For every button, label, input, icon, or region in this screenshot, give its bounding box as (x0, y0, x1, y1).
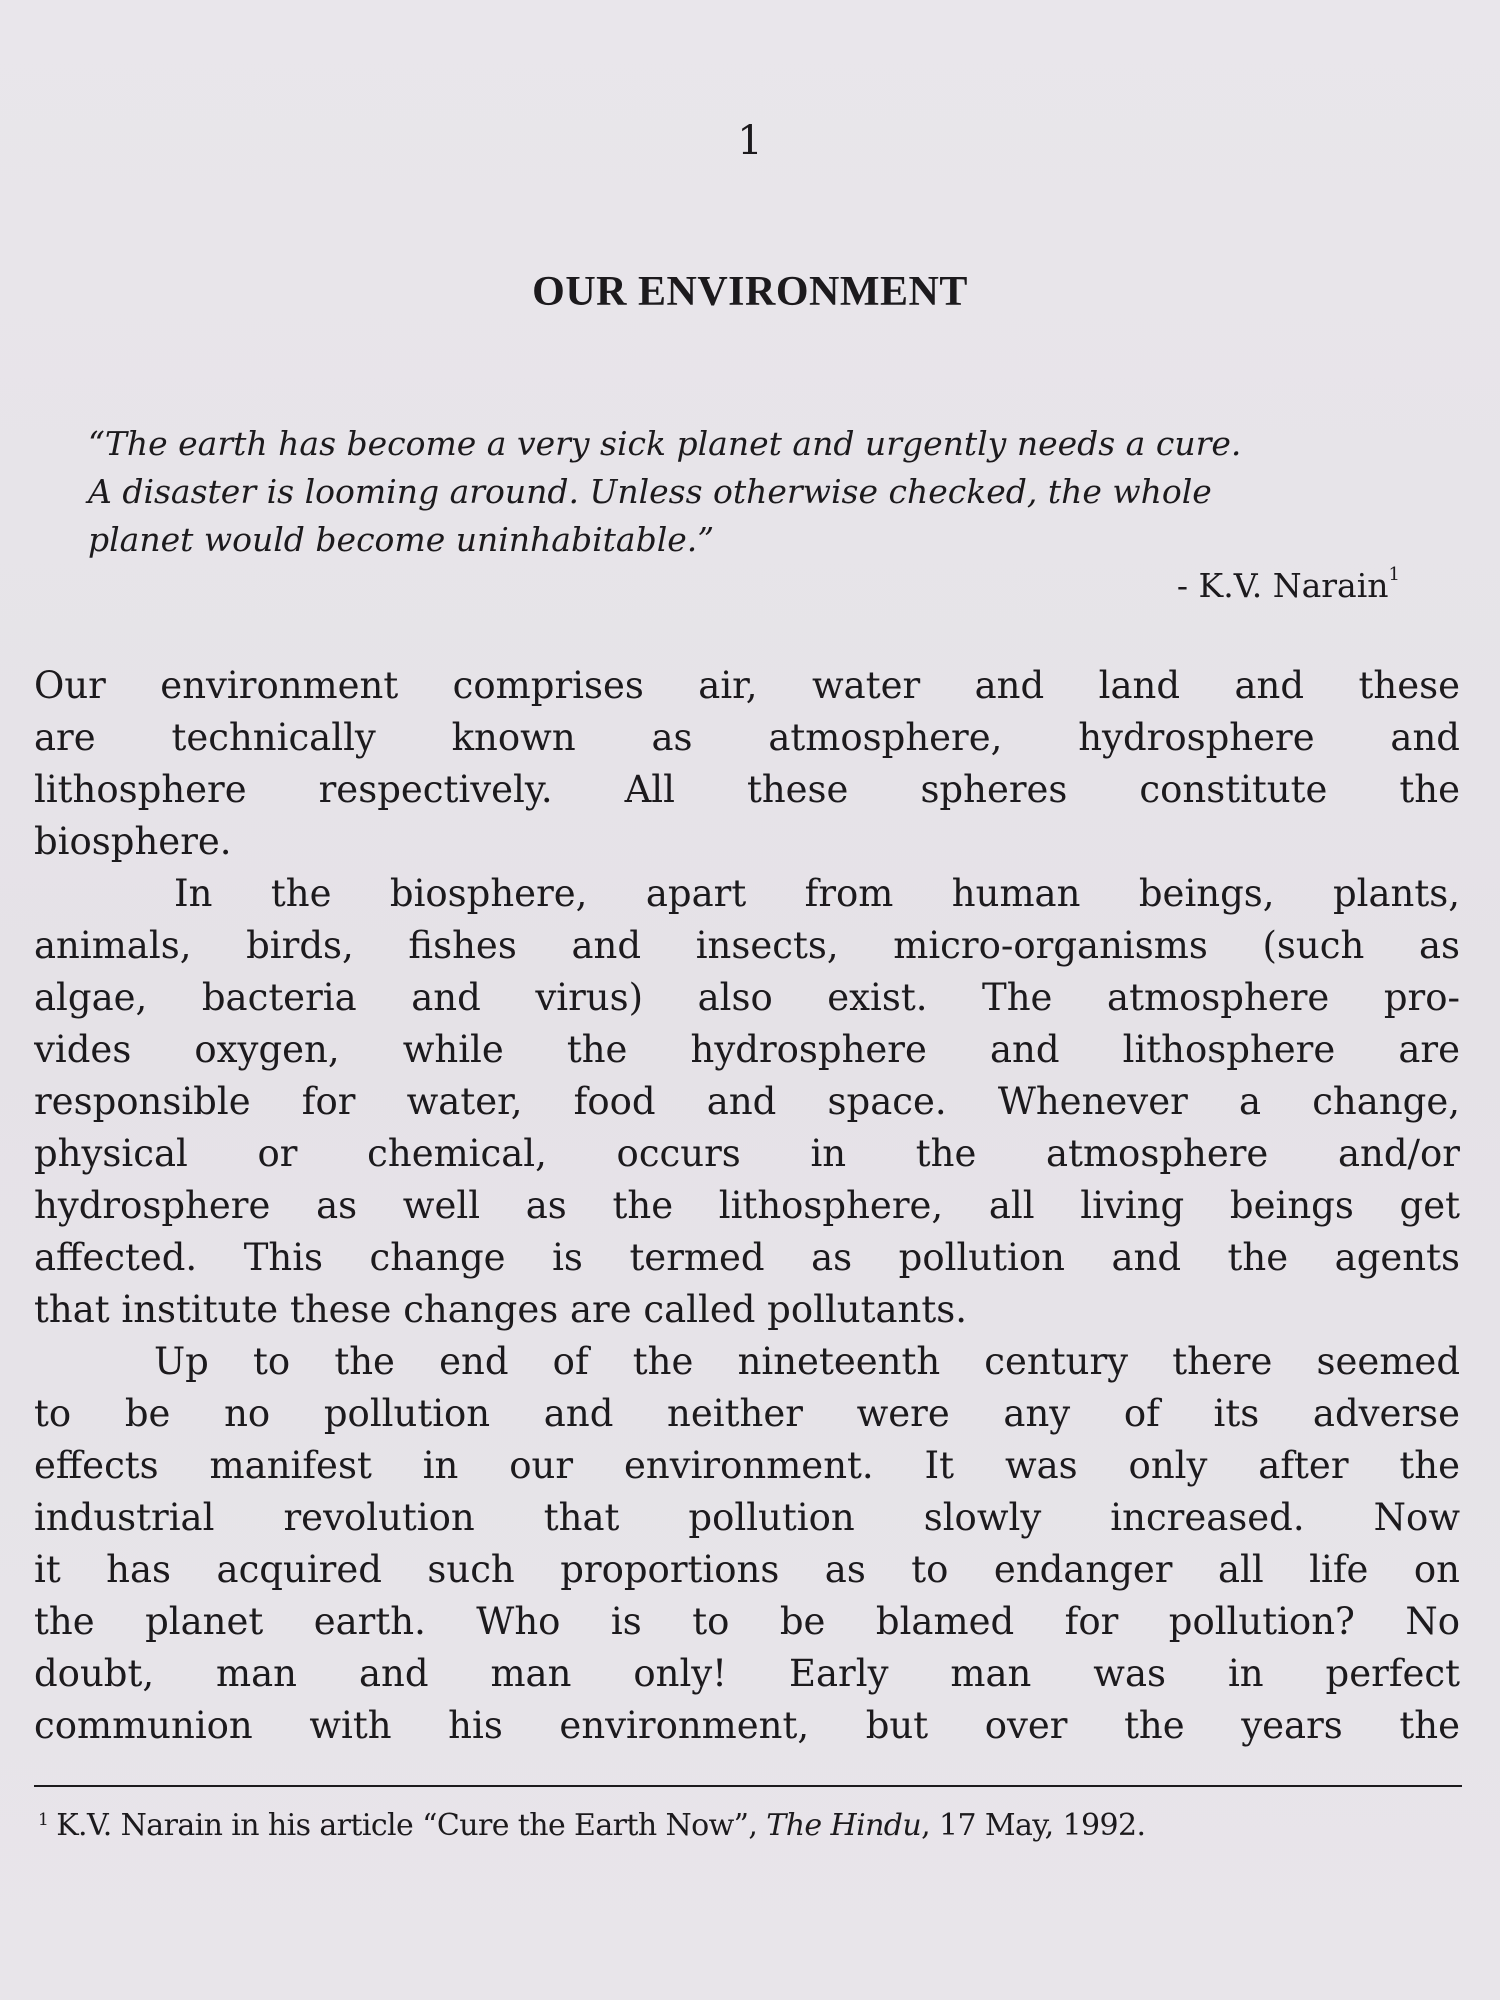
body-line: algae, bacteria and virus) also exist. The atmosphere pro- (34, 976, 1460, 1019)
body-line: responsible for water, food and space. Whenever a change, (34, 1080, 1460, 1123)
epigraph-attribution (1177, 566, 1400, 605)
body-line: biosphere. (34, 820, 232, 863)
body-line: doubt, man and man only! Early man was in perfect (34, 1652, 1460, 1695)
epigraph-line: “The earth has become a very sick planet and urgently needs a cure. (88, 424, 1242, 463)
body-line: are technically known as atmosphere, hydrosphere and (34, 716, 1460, 759)
body-line: lithosphere respectively. All these spheres constitute the (34, 768, 1460, 811)
footnote-reference: 1 (1388, 564, 1400, 585)
body-line: to be no pollution and neither were any of its adverse (34, 1392, 1460, 1435)
footnote-marker: 1 (38, 1810, 49, 1830)
footnote-divider (34, 1785, 1462, 1787)
body-line: that institute these changes are called pollutants. (34, 1288, 968, 1331)
body-line: affected. This change is termed as pollution and the agents (34, 1236, 1460, 1279)
chapter-title: OUR ENVIRONMENT (532, 269, 968, 315)
body-line: vides oxygen, while the hydrosphere and lithosphere are (34, 1028, 1460, 1071)
body-line: industrial revolution that pollution slowly increased. Now (34, 1496, 1460, 1539)
epigraph-quote (88, 420, 1408, 564)
footnote-text: K.V. Narain in his article “Cure the Earth Now”, (56, 1808, 758, 1843)
body-text (34, 660, 1460, 1752)
body-line: Up to the end of the nineteenth century there seemed (154, 1340, 1460, 1383)
body-line: Our environment comprises air, water and land and these (34, 664, 1460, 707)
footnote (38, 1808, 1462, 1843)
body-line: communion with his environment, but over the years the (34, 1704, 1460, 1747)
body-line: it has acquired such proportions as to endanger all life on (34, 1548, 1460, 1591)
body-line: hydrosphere as well as the lithosphere, all living beings get (34, 1184, 1460, 1227)
body-line: the planet earth. Who is to be blamed for pollution? No (34, 1600, 1460, 1643)
epigraph-line: A disaster is looming around. Unless otherwise checked, the whole (88, 472, 1212, 511)
body-line: animals, birds, fishes and insects, micro-organisms (such as (34, 924, 1460, 967)
epigraph-line: planet would become uninhabitable.” (88, 520, 715, 559)
body-line: physical or chemical, occurs in the atmosphere and/or (34, 1132, 1460, 1175)
body-line: effects manifest in our environment. It was only after the (34, 1444, 1460, 1487)
footnote-date: , 17 May, 1992. (921, 1808, 1146, 1843)
body-line: In the biosphere, apart from human beings, plants, (174, 872, 1460, 915)
chapter-number: 1 (737, 118, 763, 164)
footnote-publication: The Hindu (766, 1808, 922, 1843)
attribution-text: - K.V. Narain (1176, 566, 1389, 605)
